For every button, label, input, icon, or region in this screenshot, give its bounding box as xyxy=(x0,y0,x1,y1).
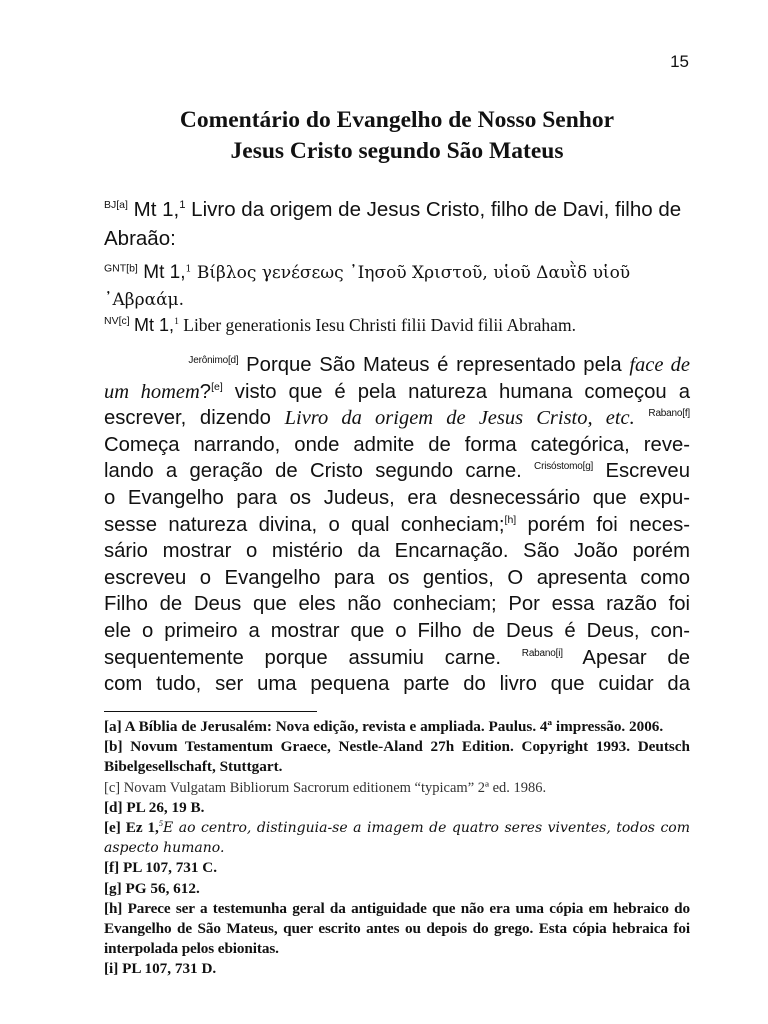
commentary-line xyxy=(104,352,690,379)
footnote-quote: E ao centro, distinguia-se a imagem de quatro seres viventes, todos com aspecto humano. xyxy=(104,820,690,857)
italic-quote: face de xyxy=(629,354,690,376)
footnote-g: [g] PG 56, 612. xyxy=(104,879,200,897)
footnote-b: [b] Novum Testamentum Graece, Nestle-Aland 27h Edition. Copyright 1993. Deutsch Bibelgesellschaft, Stuttgart. xyxy=(104,738,690,776)
footnote-d: [d] PL 26, 19 B. xyxy=(104,798,205,816)
commentary-line xyxy=(104,405,690,432)
commentary-line: escreveu o Evangelho para os gentios, O apresenta como xyxy=(104,566,690,589)
author-tag-jeronimo: Jerônimo[d] xyxy=(188,355,239,367)
verse-text: Βίβλος γενέσεως ᾿Ιησοῦ Χριστοῦ, υἱοῦ Δαυῒδ υἱοῦ ᾿Αβραάμ. xyxy=(104,263,631,310)
commentary-line xyxy=(104,379,690,406)
commentary-segment: lando a geração de Cristo segundo carne. xyxy=(104,460,535,483)
commentary-line: com tudo, ser uma pequena parte do livro que cuidar da xyxy=(104,673,690,696)
commentary-line: Filho de Deus que eles não conheciam; Por essa razão foi xyxy=(104,593,690,616)
commentary-segment: escrever, dizendo xyxy=(104,407,285,430)
commentary-text xyxy=(104,352,690,698)
title-line-2: Jesus Cristo segundo São Mateus xyxy=(230,138,564,164)
footnote-label: [e] xyxy=(104,819,126,837)
verse-ref: Mt 1, xyxy=(143,262,186,283)
verse-source-tag: NV[c] xyxy=(104,315,130,328)
verse-nv xyxy=(104,313,690,337)
verse-bj xyxy=(104,195,690,253)
author-tag-rabano: Rabano[f] xyxy=(648,408,690,420)
commentary-line: sário mostrar o mistério da Encarnação. São João porém xyxy=(104,540,690,563)
verse-text: Livro da origem de Jesus Cristo, filho de Davi, filho de Abraão: xyxy=(104,198,682,250)
footnote-separator xyxy=(104,711,317,712)
verse-number: 1 xyxy=(174,316,179,328)
verse-number: 1 xyxy=(185,263,192,275)
footnote-c: [c] Novam Vulgatam Bibliorum Sacrorum editionem “typicam” 2ª ed. 1986. xyxy=(104,779,547,796)
commentary-line xyxy=(104,645,690,672)
italic-quote: Livro da origem de Jesus Cristo, etc. xyxy=(284,407,635,430)
commentary-line xyxy=(104,458,690,485)
verse-ref: Mt 1, xyxy=(134,315,175,335)
footnote-verse-number: 5 xyxy=(158,818,164,828)
italic-quote: um homem xyxy=(104,380,200,403)
commentary-segment: Porque São Mateus é representado pela xyxy=(238,354,630,376)
footnote-ref: Ez 1, xyxy=(125,819,159,837)
commentary-segment: Escreveu xyxy=(593,460,690,483)
title-line-1: Comentário do Evangelho de Nosso Senhor xyxy=(179,107,615,133)
verse-source-tag: GNT[b] xyxy=(104,262,138,275)
page-number: 15 xyxy=(670,52,689,71)
commentary-line: Começa narrando, onde admite de forma categórica, reve- xyxy=(104,433,690,456)
commentary-line: o Evangelho para os Judeus, era desnecessário que expu- xyxy=(104,486,690,509)
commentary-segment: porém foi neces- xyxy=(516,513,690,536)
commentary-line xyxy=(104,512,690,539)
footnote-e xyxy=(104,818,690,858)
commentary-line: ele o primeiro a mostrar que o Filho de Deus é Deus, con- xyxy=(104,619,690,642)
commentary-segment: sequentemente porque assumiu carne. xyxy=(104,646,522,669)
footnotes xyxy=(104,717,690,980)
footnote-a: [a] A Bíblia de Jerusalém: Nova edição, revista e ampliada. Paulus. 4ª impressão. 2006. xyxy=(104,718,664,735)
author-tag-crisostomo: Crisóstomo[g] xyxy=(534,461,594,473)
page-title xyxy=(104,105,690,167)
commentary-segment: Apesar de xyxy=(562,646,690,669)
verse-number: 1 xyxy=(179,199,186,212)
footnote-marker: [e] xyxy=(211,380,223,393)
footnote-h: [h] Parece ser a testemunha geral da antiguidade que não era uma cópia em hebraico do Evangelho de São Mateus, quer escrito antes ou depois do grego. Esta cópia hebraica foi interpolada pelos ebionitas. xyxy=(104,899,690,958)
commentary-segment: ? xyxy=(199,380,212,403)
verse-text: Liber generationis Iesu Christi filii David filii Abraham. xyxy=(178,315,576,335)
footnote-marker: [h] xyxy=(504,513,517,526)
footnote-f: [f] PL 107, 731 C. xyxy=(104,859,218,877)
author-tag-rabano: Rabano[i] xyxy=(521,647,563,659)
commentary-segment: sesse natureza divina, o qual conheciam; xyxy=(104,513,505,536)
verse-gnt xyxy=(104,259,690,314)
verse-ref: Mt 1, xyxy=(133,198,180,221)
footnote-i: [i] PL 107, 731 D. xyxy=(104,960,217,978)
commentary-segment: visto que é pela natureza humana começou a xyxy=(222,380,690,403)
verse-source-tag: BJ[a] xyxy=(104,199,128,212)
